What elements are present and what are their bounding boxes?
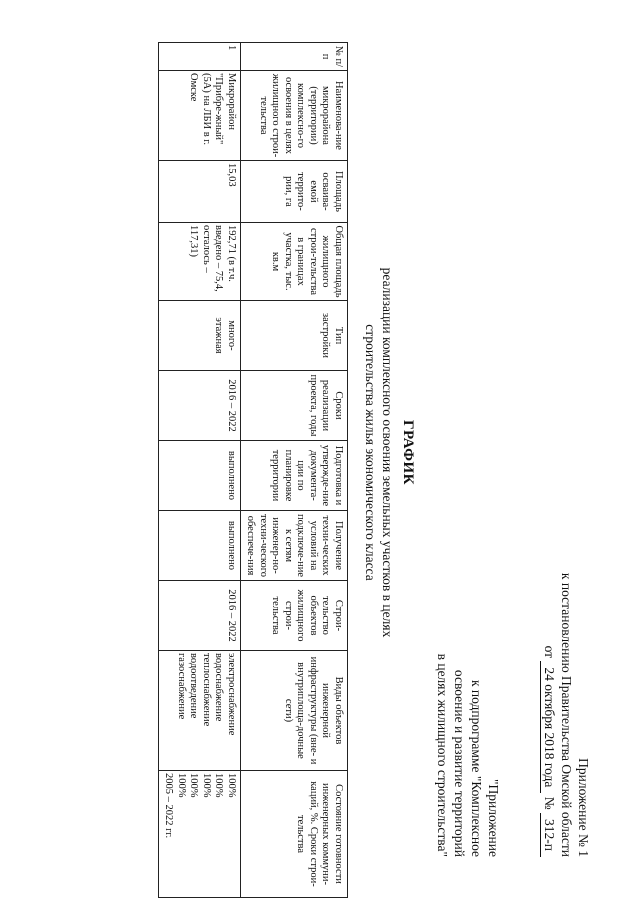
readiness-item: 100% [201,773,212,798]
cell-construction: 2016 – 2022 [159,581,241,651]
col-header-readiness: Состояние готовности инженерных коммуни-каций, %. Сроки строи-тельства [241,771,348,898]
cell-name: Микрорайон "Прибре-жный" (5А) на ЛБИ в г. Омске [159,71,241,161]
subprogram-line: освоение и развитие территорий [452,669,467,857]
readiness-item: 100% [188,773,200,798]
date-prefix: от [542,645,557,659]
readiness-item: 100% [226,773,237,798]
cell-num: 1 [159,43,241,71]
appendix-line: Приложение № 1 [576,758,591,857]
document-subtitle [362,0,396,905]
cell-readiness [159,771,241,898]
table-row [159,43,241,898]
subprogram-line: к подпрограмме "Комплексное [469,679,484,857]
date-value: 24 октября 2018 года [540,661,558,793]
col-header-conditions: Получение техни-ческих условий на подключе-ние к сетям инженер-но-техни-ческого обеспече-ния [241,511,348,581]
cell-area: 15,03 [159,161,241,223]
readiness-item: 100% [176,773,187,798]
infra-item: водоснабжение [213,653,225,722]
subprogram-header [434,654,502,857]
readiness-item: 100% [213,773,225,798]
col-header-total-area: Общая площадь жилищного строи-тельства в границах участка, тыс. кв.м [241,223,348,301]
subtitle-line: строительства жилья экономического класса [363,324,378,581]
col-header-area: Площадь осваива-емой террито-рии, га [241,161,348,223]
decree-line: к постановлению Правительства Омской области [559,572,574,857]
table-header-row [241,43,348,898]
decree-header [540,573,592,857]
col-header-type: Тип застройки [241,301,348,371]
cell-total-area: 192,71 (в т.ч. введено – 75,4, осталось – 117,31) [159,223,241,301]
readiness-item: 2005 – 2022 гг. [163,773,175,839]
infra-item: теплоснабжение [201,653,212,727]
decree-date-line [540,573,558,857]
col-header-infra: Виды объектов инженерной инфраструктуры (вне- и внутриплоща-дочные сети) [241,651,348,771]
infra-item: газоснабжение [176,653,187,720]
col-header-construction: Строи-тельство объектов жилищного строи-тельства [241,581,348,651]
col-header-num: № п/п [241,43,348,71]
cell-type: много-этажная [159,301,241,371]
number-prefix: № [542,796,557,810]
cell-infra [159,651,241,771]
col-header-planning: Подготовка и утвержде-ние документа-ции по планировке территории [241,441,348,511]
col-header-name: Наименова-ние микрорайона (территории) комплексно-го освоения в целях жилищного строи-тельства [241,71,348,161]
schedule-table [158,42,348,898]
subprogram-line: "Приложение [486,779,501,857]
cell-planning: выполнено [159,441,241,511]
col-header-period: Сроки реализации проекта, годы [241,371,348,441]
subprogram-line: в целях жилищного строительства" [435,653,450,857]
cell-period: 2016 – 2022 [159,371,241,441]
cell-conditions: выполнено [159,511,241,581]
infra-item: электроснабжение [226,653,237,736]
subtitle-line: реализации комплексного освоения земельных участков в целях [380,267,395,638]
infra-item: водоотведение [188,653,200,719]
number-value: 312-п [540,813,558,857]
document-title: ГРАФИК [400,419,416,486]
